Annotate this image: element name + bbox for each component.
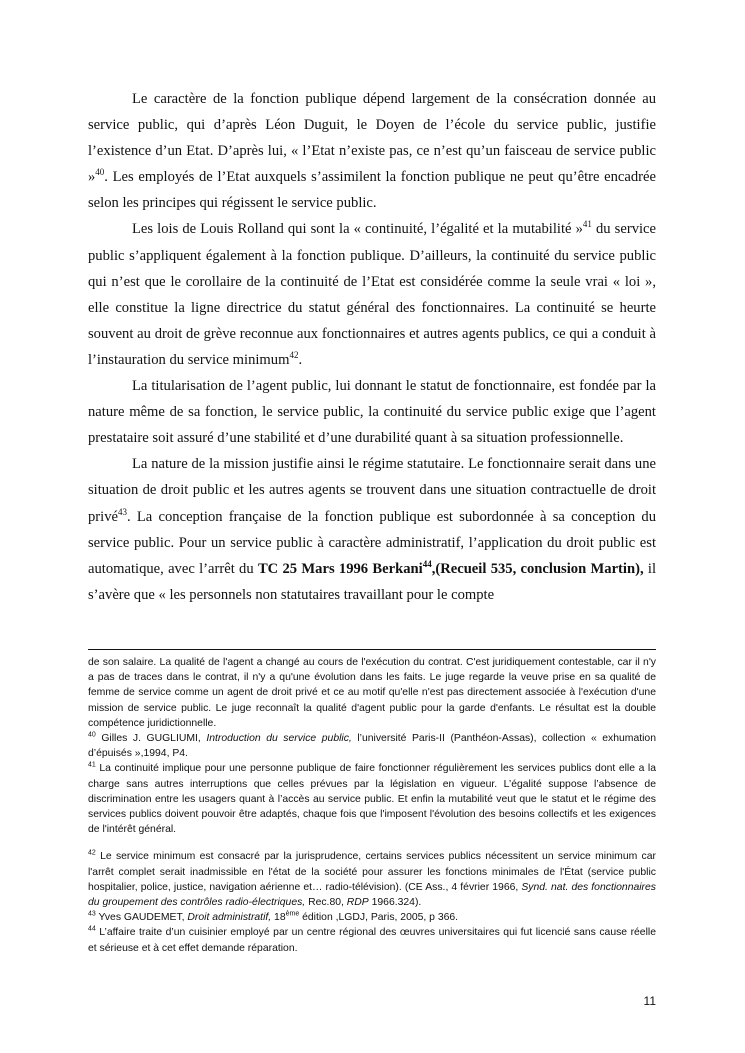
paragraph-2 (88, 216, 656, 373)
footnote-text: l’université Paris-II (Panthéon-Assas), collection « exhumation d’épuisés »,1994, P4. (88, 733, 656, 760)
footnote-44 (88, 925, 656, 955)
paragraph-2-text-cont: du service public s’appliquent également à la fonction publique. D’ailleurs, la continuité du service public qui n’est que le corollaire de la continuité de l’Etat est considérée comme la seule vrai « loi », elle constitue la ligne directrice du statut général des fonctionnaires. La continuité se heurte souvent au droit de grève reconnue aux fonctionnaires et autres agents publics, ce qui a conduit à l’instauration du service minimum (88, 221, 656, 368)
footnote-ref-41[interactable]: 41 (582, 219, 592, 230)
footnote-number: 42 (88, 849, 96, 857)
paragraph-1-text: Le caractère de la fonction publique dépend largement de la consécration donnée au service public, qui d’après Léon Duguit, le Doyen de l’école du service public, justifie l’existence d’un Etat. D’après lui, « l’Etat n’existe pas, ce n’est qu’un faisceau de service public » (88, 91, 656, 186)
paragraph-3: La titularisation de l’agent public, lui donnant le statut de fonctionnaire, est fondée par la nature même de sa fonction, le service public, la continuité du service public exige que l’agent prestataire soit assuré d’une stabilité et d’une durabilité quant à sa situation professionnelle. (88, 378, 656, 447)
footnotes (88, 655, 656, 956)
footnote-text: Le service minimum est consacré par la jurisprudence, certains services publics nécessitent un service minimum car l'arrêt complet serait inadmissible en l'état de la société pour assurer les fonctions minimales de l'État (service public hospitalier, police, justice, navigation aérienne et… radio-télévision). (CE Ass., 4 février 1966, (88, 851, 656, 893)
paragraph-2-text-end: . (298, 351, 303, 368)
footnote-text: Gilles J. GUGLIUMI, (95, 733, 207, 745)
footnote-title: Droit administratif, (187, 912, 272, 924)
footnote-superscript: ème (285, 910, 300, 918)
footnote-ref-43[interactable]: 43 (118, 506, 127, 517)
footnote-text: édition ,LGDJ, Paris, 2005, p 366. (299, 912, 459, 924)
footnote-40 (88, 731, 656, 761)
footnote-continuation: de son salaire. La qualité de l'agent a changé au cours de l'exécution du contrat. C'est juridiquement contestable, car il n'y a pas de traces dans le contrat, il n'y a qu'une évolution dans les faits. Le juge regarde la veuve prise en sa qualité de femme de service comme un agent de droit privé et ce au motif qu'elle n'est pas directement associée à l'exécution d'une mission de service public. Le juge reconnaît la qualité d'agent public pour la garde d'enfants. Le résultat est la double compétence juridictionnelle. (88, 657, 656, 729)
footnote-text: La continuité implique pour une personne publique de faire fonctionner régulièrement les services publics dont elle a la charge sans autres interruptions que celles prévues par la législation en vigueur. L’égalité suppose l’absence de discrimination entre les usagers quant à l’accès au service public. Et enfin la mutabilité veut que le statut et le régime des services publics doivent pouvoir être adaptés, chaque fois que l'imposent l'évolution des besoins collectifs et les exigences de l'intérêt général. (88, 763, 656, 836)
footnote-number: 44 (88, 925, 96, 933)
footnote-title: Introduction du service public, (206, 733, 352, 745)
paragraph-4-text-cont: . La conception française de la fonction publique est subordonnée à sa conception du service public. Pour un service public à caractère administratif, l’application du droit public est automatique, avec l’arrêt du (88, 508, 656, 577)
footnote-number: 43 (88, 910, 96, 918)
footnote-number: 41 (88, 761, 96, 769)
footnote-text: Rec.80, (305, 897, 347, 909)
footnote-text: Yves GAUDEMET, (95, 912, 188, 924)
footnote-41 (88, 761, 656, 837)
footnote-ref-42[interactable]: 42 (289, 350, 299, 361)
footnote-ref-40[interactable]: 40 (95, 167, 105, 178)
footnote-title: Synd. nat. des fonctionnaires du groupement des contrôles radio-électriques, (88, 881, 656, 909)
paragraph-1 (88, 86, 656, 216)
page-number: 11 (643, 994, 656, 1008)
footnote-ref-44[interactable]: 44 (422, 558, 432, 569)
footnote-text: L’affaire traite d’un cuisinier employé par un centre régional des œuvres universitaires qui fut licencié sans cause réelle et sérieuse et à cet effet demande réparation. (88, 927, 656, 954)
footnote-title: RDP (346, 897, 369, 909)
footnote-separator (88, 649, 656, 650)
footnote-number: 40 (88, 731, 96, 739)
paragraph-4-text: La nature de la mission justifie ainsi le régime statutaire. Le fonctionnaire serait dans une situation de droit public et les autres agents se trouvent dans une situation contractuelle de droit privé (88, 456, 656, 525)
footnote-text: 18 (271, 912, 286, 924)
case-reference: TC 25 Mars 1996 Berkani (257, 560, 423, 577)
paragraph-4 (88, 451, 656, 608)
case-source: ,(Recueil 535, conclusion Martin), (431, 560, 644, 577)
paragraph-1-text-cont: . Les employés de l’Etat auxquels s’assimilent la fonction publique ne peut qu’être encadrée selon les principes qui régissent le service public. (88, 169, 656, 212)
paragraph-2-text: Les lois de Louis Rolland qui sont la « continuité, l’égalité et la mutabilité » (132, 221, 583, 238)
footnote-42 (88, 849, 656, 910)
footnote-text: 1966.324). (368, 897, 422, 909)
paragraph-4-text-end: il s’avère que « les personnels non statutaires travaillant pour le compte (88, 560, 656, 603)
main-text (88, 86, 656, 608)
footnote-43 (88, 910, 656, 925)
